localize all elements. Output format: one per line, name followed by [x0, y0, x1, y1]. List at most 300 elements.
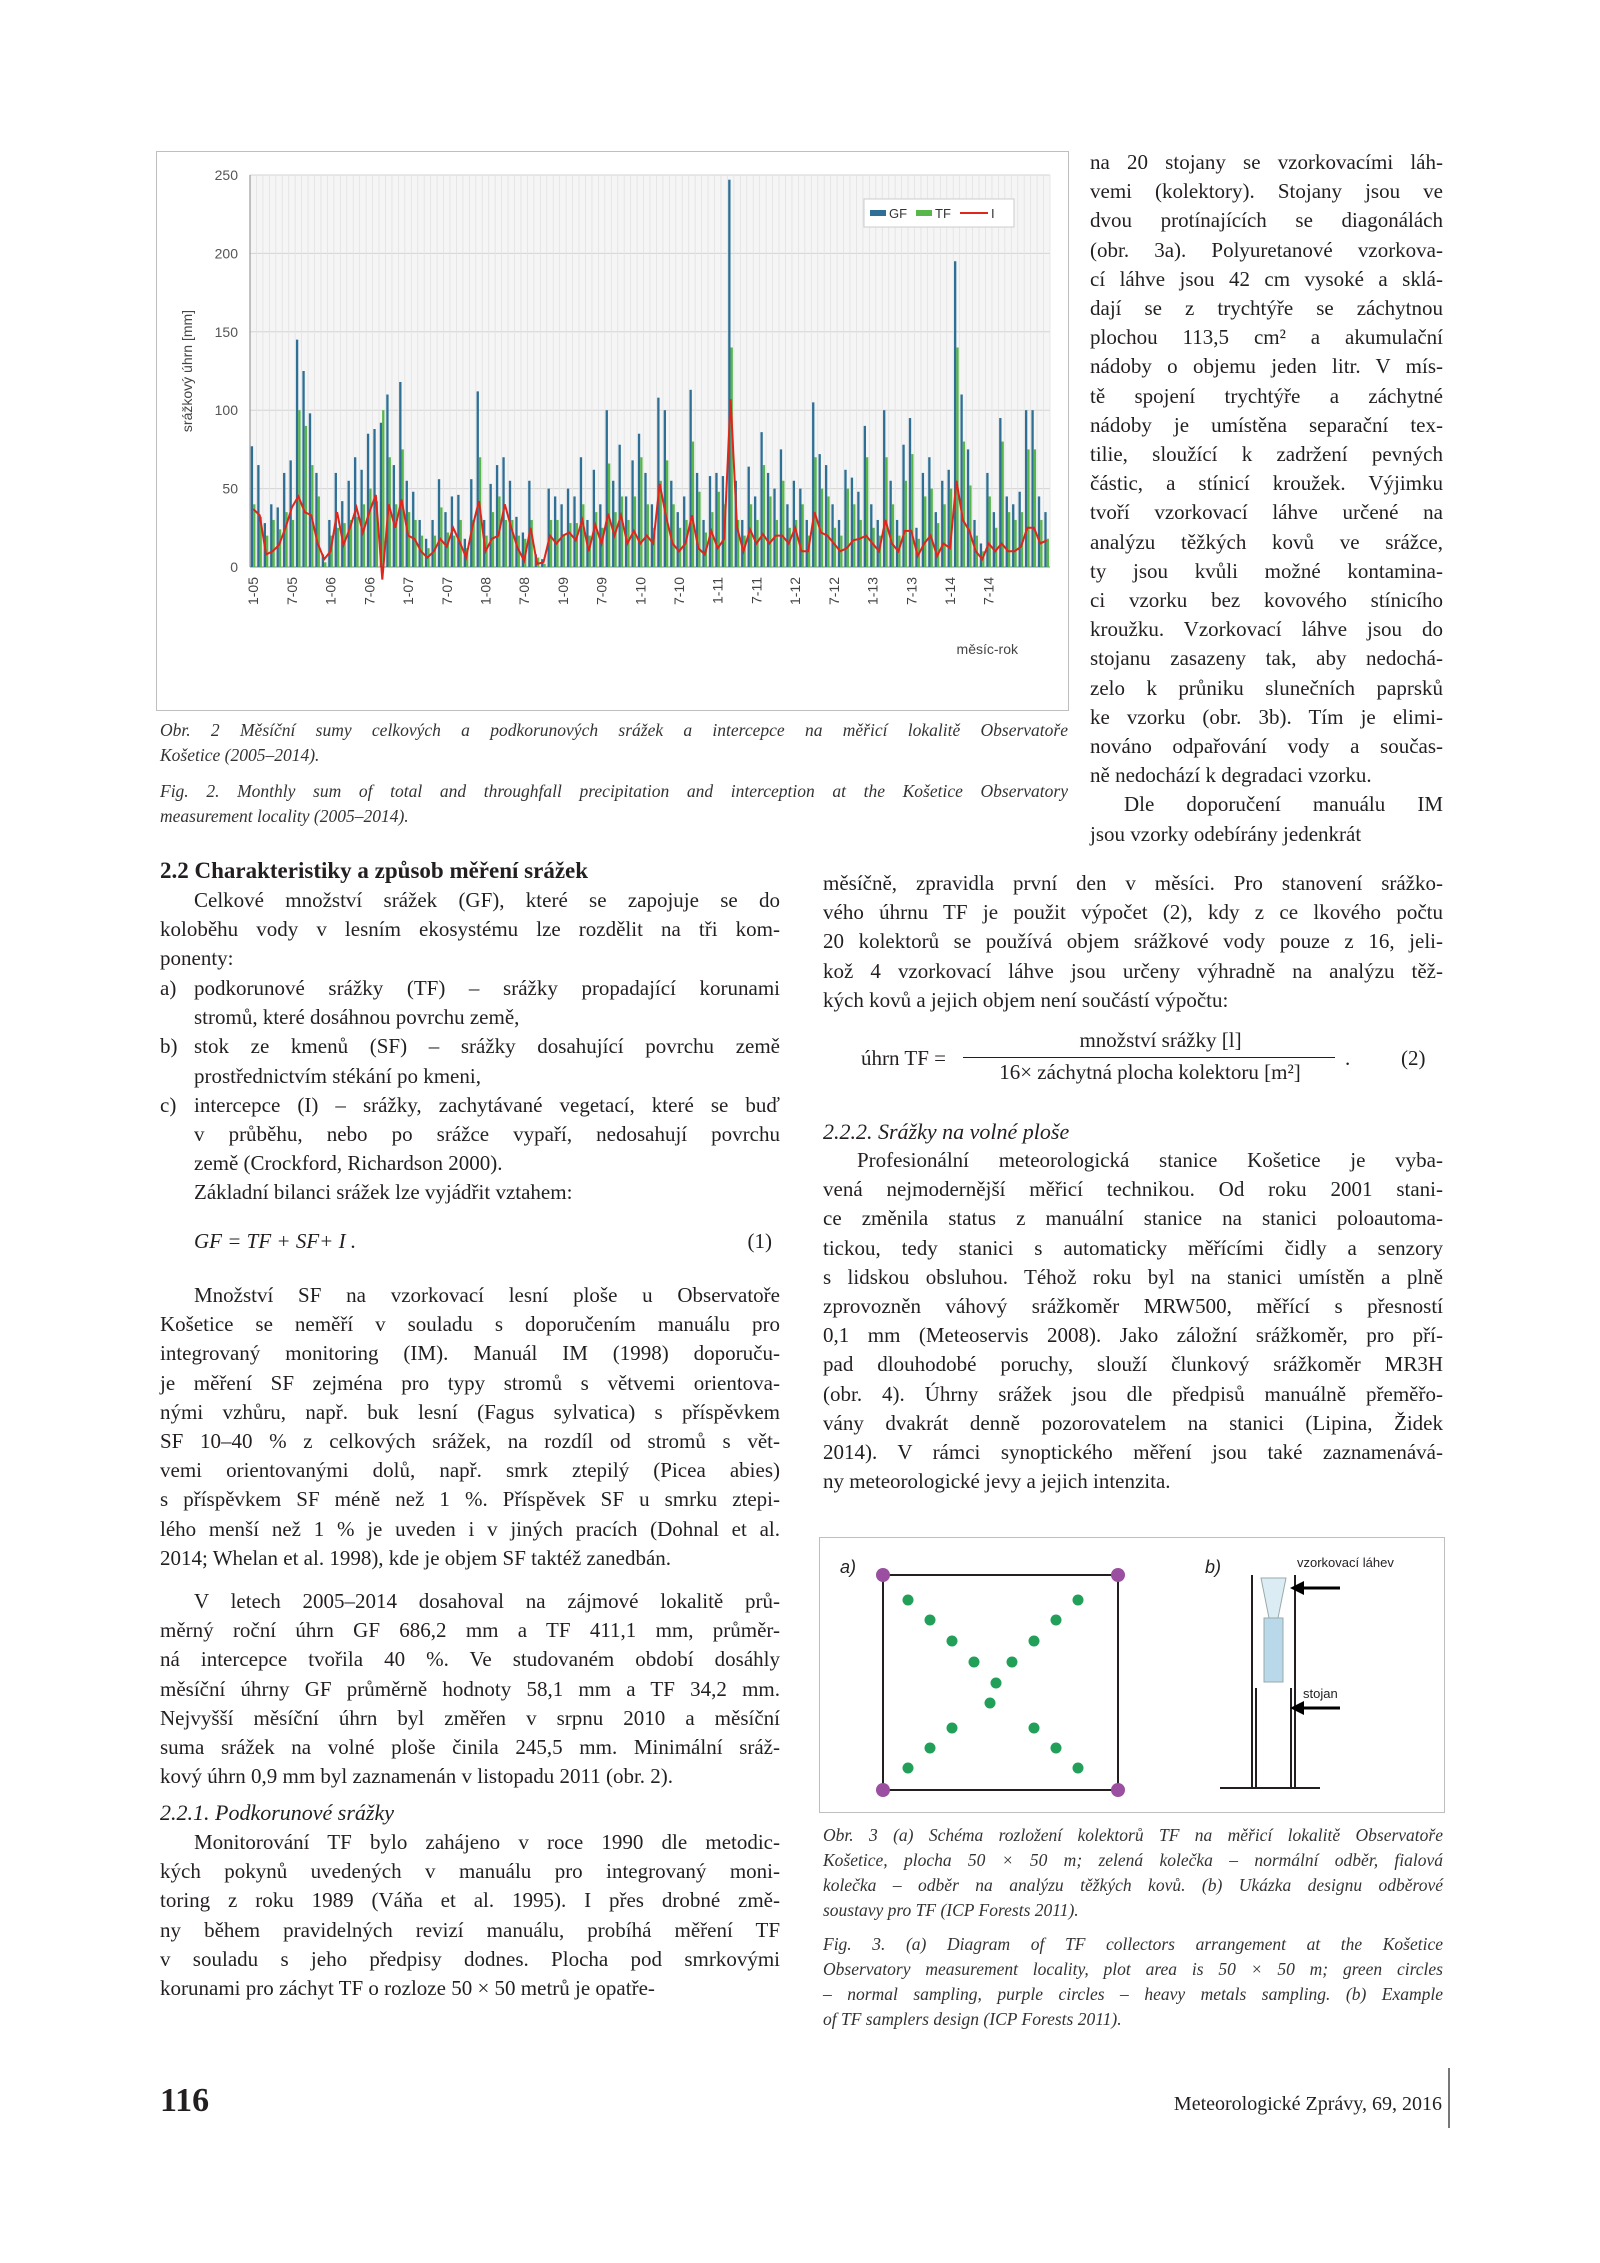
- text-line: dvou protínajících se diagonálách: [1090, 208, 1443, 233]
- normal-collector: [903, 1595, 914, 1606]
- tf-bar: [272, 520, 274, 567]
- gf-bar: [360, 470, 362, 567]
- gf-bar: [528, 481, 530, 567]
- normal-collector: [1007, 1657, 1018, 1668]
- label-stand: stojan: [1303, 1686, 1338, 1701]
- caption-line: Košetice, plocha 50 × 50 m; zelená kolečka – normální odběr, fialová: [823, 1850, 1443, 1870]
- text-line: zelo k průniku slunečních paprsků: [1090, 675, 1443, 700]
- list-item: [160, 1032, 780, 1090]
- tf-bar: [821, 489, 823, 567]
- tf-bar: [931, 489, 933, 567]
- gf-bar: [348, 481, 350, 567]
- text-line: ná intercepce tvořila 40 %. Ve studovaném období dosáhly: [160, 1647, 780, 1672]
- gf-bar: [393, 465, 395, 567]
- tf-bar: [395, 504, 397, 567]
- x-tick-label: 1-14: [942, 577, 958, 606]
- x-tick-label: 7-14: [980, 577, 997, 606]
- gf-bar: [270, 504, 272, 567]
- text-line: s lidskou obsluhou. Téhož roku byl na stanici umístěn a plně: [823, 1264, 1443, 1289]
- gf-bar: [399, 382, 401, 567]
- gf-bar: [896, 520, 898, 567]
- tf-bar: [763, 465, 765, 567]
- journal-info: Meteorologické Zprávy, 69, 2016: [1173, 2093, 1442, 2115]
- tf-bar: [924, 496, 926, 567]
- tf-bar: [1001, 442, 1003, 567]
- section-2-2-1-title: 2.2.1. Podkorunové srážky: [160, 1800, 395, 1825]
- text-line: ně nedochází k degradaci vzorku.: [1090, 763, 1372, 788]
- tf-bar: [1008, 512, 1010, 567]
- collector-dots: [876, 1568, 1125, 1797]
- text-line: nádoby o objemu jeden litr. V mís-: [1090, 354, 1443, 379]
- text-line: ke vzorku (obr. 3b). Tím je elimi-: [1090, 704, 1443, 729]
- normal-collector: [985, 1698, 996, 1709]
- text-line: kroužku. Vzorkovací láhve jsou do: [1090, 617, 1443, 642]
- gf-bar: [619, 445, 621, 567]
- text-line: Dle doporučení manuálu IM: [1124, 792, 1443, 817]
- gf-bar: [702, 520, 704, 567]
- x-tick-label: 1-11: [709, 577, 726, 604]
- caption-line: of TF samplers design (ICP Forests 2011).: [823, 2009, 1122, 2029]
- text-line: vého úhrnu TF je použit výpočet (2), kdy z ce lkového počtu: [823, 900, 1443, 925]
- text-line: je měření SF zejména pro typy stromů s větvemi orientova-: [160, 1370, 780, 1395]
- equation-2: [823, 1030, 1443, 1096]
- text-line: (obr. 4). Úhrny srážek jsou dle předpisů manuálně přeměřo-: [823, 1381, 1443, 1406]
- gf-bar: [386, 395, 388, 567]
- tf-bar: [576, 523, 578, 567]
- list-line: stromů, které dosáhnou povrchu země,: [194, 1005, 520, 1030]
- x-tick-label: 1-12: [787, 577, 804, 606]
- gf-bar: [657, 398, 659, 567]
- text-line: tě spojení trychtýře a záchytné: [1090, 383, 1443, 408]
- x-tick-label: 7-09: [593, 577, 610, 606]
- tf-bar: [563, 536, 565, 567]
- tf-bar: [672, 504, 674, 567]
- gf-bar: [444, 512, 446, 567]
- equation-1: [160, 1229, 780, 1259]
- text-line: Množství SF na vzorkovací lesní ploše u Observatoře: [194, 1283, 780, 1307]
- gf-bar: [302, 371, 304, 567]
- x-axis-title: měsíc-rok: [956, 641, 1018, 657]
- text-line: koloběhu vody v lesním ekosystému lze rozdělit na tři kom-: [160, 917, 780, 942]
- x-tick-label: 1-08: [477, 577, 494, 606]
- x-tick-label: 7-08: [516, 577, 533, 606]
- list-line: stok ze kmenů (SF) – srážky dosahující povrchu země: [194, 1034, 780, 1059]
- tf-bar: [989, 496, 991, 567]
- text-line: SF 10–40 % z celkových srážek, na rozdíl od stromů s vět-: [160, 1429, 780, 1454]
- list-item: [160, 1091, 780, 1179]
- gf-bar: [470, 479, 472, 567]
- gf-bar: [799, 489, 801, 567]
- eq2-trail: .: [1345, 1046, 1351, 1070]
- legend-gf-swatch: [870, 210, 886, 216]
- tf-bar: [827, 496, 829, 567]
- gf-bar: [1019, 492, 1021, 567]
- text-line: 20 kolektorů se používá objem srážkové vody pouze z 16, jeli-: [823, 929, 1443, 954]
- tf-bar: [1034, 449, 1036, 567]
- gf-bar: [425, 539, 427, 567]
- gf-bar: [309, 413, 311, 567]
- gf-bar: [548, 489, 550, 567]
- gf-bar: [812, 402, 814, 567]
- y-tick-label: 100: [214, 402, 238, 419]
- gf-bar: [993, 512, 995, 567]
- list-item: [160, 974, 780, 1032]
- gf-bar: [709, 476, 711, 567]
- gf-bar: [864, 426, 866, 567]
- gf-bar: [489, 484, 491, 567]
- x-tick-label: 7-10: [671, 577, 688, 606]
- gf-bar: [838, 520, 840, 567]
- gf-bar: [954, 261, 956, 567]
- tf-bar: [872, 528, 874, 567]
- right-paragraph-tf-calc: [823, 869, 1443, 1015]
- fig2-caption-cz: Obr. 2 Měsíční sumy celkových a podkorunových srážek a intercepce na měřicí lokalitě Observatoře Košetice (2005–2014).: [160, 720, 1068, 765]
- chart-svg: [157, 152, 1070, 712]
- list-marker: b): [160, 1034, 178, 1059]
- text-line: vány dvakrát denně pozorovatelem na stanici (Lipina, Židek: [823, 1410, 1443, 1435]
- arrow-sampler-head: [1290, 1581, 1304, 1595]
- gf-bar: [438, 479, 440, 567]
- eq2-number: (2): [1401, 1046, 1426, 1070]
- bottle-icon: [1264, 1618, 1283, 1682]
- tf-bar: [860, 520, 862, 567]
- text-line: Košetice se neměří v souladu s doporučením manuálu pro: [160, 1312, 780, 1337]
- text-line: cí láhve jsou 42 cm vysoké a sklá-: [1090, 266, 1443, 291]
- text-line: vemi orientovanými dolů, např. smrk ztepilý (Picea abies): [160, 1458, 780, 1483]
- gf-bar: [967, 449, 969, 567]
- list-line: prostřednictvím stékání po kmeni,: [194, 1063, 481, 1088]
- y-axis-title: srážkový úhrn [mm]: [179, 309, 195, 433]
- gf-bar: [844, 470, 846, 567]
- x-tick-label: 7-12: [825, 577, 842, 606]
- text-line: suma srážek na volné ploše činila 245,5 mm. Minimální sráž-: [160, 1735, 780, 1760]
- gf-bar: [1038, 496, 1040, 567]
- tf-bar: [892, 504, 894, 567]
- tf-bar: [789, 528, 791, 567]
- section-2-2-1-body: [160, 1828, 780, 2003]
- section-2-2-2-body: [823, 1146, 1443, 1496]
- text-line: nádoby je umístěna separační tex-: [1090, 412, 1443, 437]
- tf-bar: [324, 562, 326, 567]
- gf-bar: [580, 457, 582, 567]
- gf-bar: [728, 180, 730, 567]
- text-line: Celkové množství srážek (GF), které se zapojuje se do: [194, 888, 780, 912]
- gf-bar: [760, 432, 762, 567]
- paragraph-sf: [160, 1281, 780, 1573]
- tf-bar: [447, 533, 449, 567]
- normal-collector: [925, 1743, 936, 1754]
- precipitation-chart: [156, 151, 1069, 711]
- gf-bar: [651, 504, 653, 567]
- gf-bar: [689, 390, 691, 567]
- tf-bar: [679, 528, 681, 567]
- tf-bar: [582, 504, 584, 567]
- gf-bar: [554, 496, 556, 567]
- heavy-metal-collector: [1111, 1783, 1125, 1797]
- gf-bar: [664, 410, 666, 567]
- x-tick-label: 7-07: [438, 577, 455, 606]
- text-line: tilie, sloužící k zadržení pevných: [1090, 442, 1443, 467]
- normal-collector: [947, 1636, 958, 1647]
- gf-bar: [367, 434, 369, 567]
- text-line: na 20 stojany se vzorkovacími láh-: [1090, 150, 1443, 174]
- text-line: vemi (kolektory). Stojany jsou ve: [1090, 179, 1443, 204]
- normal-collector: [903, 1763, 914, 1774]
- tf-bar: [505, 520, 507, 567]
- list-line: intercepce (I) – srážky, zachytávané vegetací, které se buď: [194, 1092, 780, 1117]
- x-tick-label: 1-06: [322, 577, 339, 606]
- gf-bar: [857, 492, 859, 567]
- caption-line: kolečka – odběr na analýzu těžkých kovů. (b) Ukázka designu odběrové: [823, 1875, 1443, 1895]
- legend-gf-label: GF: [889, 206, 908, 221]
- gf-bar: [593, 470, 595, 567]
- eq2-denominator: 16× záchytná plocha kolektoru [m²]: [999, 1060, 1301, 1084]
- gf-bar: [412, 492, 414, 567]
- x-tick-label: 1-07: [400, 577, 417, 606]
- tf-bar: [1014, 520, 1016, 567]
- y-tick-label: 250: [214, 167, 238, 183]
- gf-bar: [1006, 496, 1008, 567]
- gf-bar: [567, 489, 569, 567]
- text-line: Nejvyšší měsíční úhrn byl změřen v srpnu 2010 a měsíční: [160, 1705, 780, 1730]
- fig3-caption-cz: [823, 1823, 1443, 1923]
- gf-bar: [722, 476, 724, 567]
- fig3-caption-en: [823, 1932, 1443, 2032]
- gf-bar: [819, 454, 821, 567]
- gf-bar: [935, 512, 937, 567]
- footer-rule: [1448, 2068, 1450, 2128]
- gf-bar: [328, 520, 330, 567]
- gf-bar: [283, 473, 285, 567]
- legend-tf-swatch: [916, 210, 932, 216]
- section-2-2-title: 2.2 Charakteristiky a způsob měření srážek: [160, 858, 589, 883]
- tf-bar: [408, 512, 410, 567]
- caption-line: Fig. 3. (a) Diagram of TF collectors arrangement at the Košetice: [823, 1934, 1443, 1954]
- gf-bar: [922, 473, 924, 567]
- gf-bar: [825, 465, 827, 567]
- tf-bar: [1027, 449, 1029, 567]
- gf-bar: [419, 520, 421, 567]
- tf-bar: [911, 454, 913, 567]
- x-tick-label: 7-06: [361, 577, 378, 606]
- tf-bar: [782, 481, 784, 567]
- tf-bar: [279, 529, 281, 567]
- arrow-stand-head: [1290, 1701, 1304, 1715]
- tf-bar: [453, 536, 455, 567]
- funnel-icon: [1261, 1578, 1286, 1618]
- tf-bar: [731, 347, 733, 567]
- text-line: v souladu s jeho předpisy dodnes. Plocha pod smrkovými: [160, 1946, 780, 1971]
- tf-bar: [943, 504, 945, 567]
- tf-bar: [298, 410, 300, 567]
- gf-bar: [793, 481, 795, 567]
- gf-bar: [928, 457, 930, 567]
- text-line: Profesionální meteorologická stanice Košetice je vyba-: [857, 1148, 1443, 1172]
- text-line: integrovaný monitoring (IM). Manuál IM (1998) doporuču-: [160, 1341, 780, 1366]
- heavy-metal-collector: [876, 1568, 890, 1582]
- gf-bar: [251, 446, 253, 567]
- y-tick-label: 0: [230, 559, 238, 575]
- x-tick-label: 1-10: [632, 577, 649, 606]
- text-line: kých pokynů uvedených v manuálu pro integrovaný moni-: [160, 1859, 780, 1884]
- page-number: 116: [160, 2082, 210, 2119]
- eq1-number: (1): [747, 1229, 772, 1253]
- text-line: vená nejmodernější měřicí technikou. Od roku 2001 stani-: [823, 1177, 1443, 1202]
- tf-bar: [356, 517, 358, 567]
- gf-bar: [851, 478, 853, 567]
- text-line: ny během pravidelných revizí manuálu, probíhá měření TF: [160, 1917, 780, 1942]
- tf-bar: [292, 520, 294, 567]
- normal-collector: [1073, 1763, 1084, 1774]
- gf-bar: [870, 504, 872, 567]
- gf-bar: [877, 520, 879, 567]
- normal-collector: [947, 1723, 958, 1734]
- caption-line: Observatory measurement locality, plot area is 50 × 50 m; green circles: [823, 1959, 1443, 1979]
- gf-bar: [606, 410, 608, 567]
- gf-bar: [296, 340, 298, 567]
- gf-bar: [612, 481, 614, 567]
- legend-tf-label: TF: [935, 206, 951, 221]
- text-line: ce změnila status z manuální stanice na stanici poloautoma-: [823, 1206, 1443, 1231]
- eq2-numerator: množství srážky [l]: [1079, 1028, 1242, 1052]
- text-line: nými vzhůru, např. buk lesní (Fagus sylvatica) s příspěvkem: [160, 1399, 780, 1424]
- tf-bar: [956, 347, 958, 567]
- eq1-text: GF = TF + SF+ I .: [194, 1229, 357, 1253]
- gf-bar: [496, 465, 498, 567]
- text-line: pad dlouhodobé poruchy, slouží člunkový srážkoměr MR3H: [823, 1352, 1443, 1377]
- x-tick-label: 7-11: [748, 577, 765, 604]
- gf-bar: [644, 473, 646, 567]
- text-line: částic, a stínicí kroužek. Výjimku: [1090, 471, 1443, 496]
- text-line: ty jsou kvůli možné kontamina-: [1090, 558, 1443, 583]
- tf-bar: [318, 496, 320, 567]
- gf-bar: [1025, 410, 1027, 567]
- tf-bar: [543, 564, 545, 567]
- gf-bar: [315, 473, 317, 567]
- gf-bar: [748, 467, 750, 567]
- x-tick-label: 7-05: [283, 577, 300, 606]
- text-line: 0,1 mm (Meteoservis 2008). Jako záložní srážkoměr, pro pří-: [823, 1323, 1443, 1348]
- tf-bar: [905, 481, 907, 567]
- fig3-label-a: a): [840, 1557, 857, 1577]
- gf-bar: [457, 495, 459, 567]
- right-top-column: [1090, 148, 1443, 849]
- gf-bar: [780, 449, 782, 567]
- y-tick-label: 150: [214, 323, 238, 340]
- caption-line: Obr. 3 (a) Schéma rozložení kolektorů TF na měřicí lokalitě Observatoře: [823, 1825, 1443, 1845]
- text-line: lého menší než 1 % je uveden i v jiných pracích (Dohnal et al.: [160, 1516, 780, 1541]
- x-tick-label: 1-13: [864, 577, 881, 606]
- gf-bar: [831, 504, 833, 567]
- gf-bar: [786, 504, 788, 567]
- tf-bar: [253, 504, 255, 567]
- tf-bar: [1047, 539, 1049, 567]
- heavy-metal-collector: [876, 1783, 890, 1797]
- text-line: měsíční úhrny GF průměrně hodnoty 58,1 mm a TF 34,2 mm.: [160, 1676, 780, 1701]
- caption-line: soustavy pro TF (ICP Forests 2011).: [823, 1900, 1079, 1920]
- gf-bar: [773, 489, 775, 567]
- gf-bar: [431, 520, 433, 567]
- text-line: Monitorování TF bylo zahájeno v roce 1990 dle metodic-: [194, 1830, 780, 1854]
- text-line: stojanu zasazeny tak, aby nedochá-: [1090, 646, 1443, 671]
- gf-bar: [806, 520, 808, 567]
- gf-bar: [677, 512, 679, 567]
- tf-bar: [776, 520, 778, 567]
- normal-collector: [991, 1678, 1002, 1689]
- fig3-frame: [819, 1537, 1445, 1813]
- normal-collector: [1029, 1636, 1040, 1647]
- tf-bar: [692, 442, 694, 567]
- tf-bar: [640, 457, 642, 567]
- gf-bar: [683, 496, 685, 567]
- tf-bar: [363, 504, 365, 567]
- legend-i-label: I: [991, 206, 995, 221]
- gf-bar: [948, 470, 950, 567]
- text-line: zprovozněn váhový srážkoměr MRW500, měřící s přesností: [823, 1294, 1443, 1319]
- label-sampler-bottle: vzorkovací láhev: [1297, 1555, 1394, 1570]
- gf-bar: [670, 481, 672, 567]
- y-tick-label: 50: [222, 480, 238, 497]
- text-line: kový úhrn 0,9 mm byl zaznamenán v listopadu 2011 (obr. 2).: [160, 1764, 674, 1789]
- tf-bar: [550, 520, 552, 567]
- gf-bar: [638, 434, 640, 567]
- tf-bar: [698, 492, 700, 567]
- paragraph-years: [160, 1587, 780, 1791]
- text-line: ci vzorku bez kovového stínicího: [1090, 588, 1443, 613]
- tf-bar: [853, 504, 855, 567]
- tf-bar: [711, 512, 713, 567]
- gf-bar: [715, 473, 717, 567]
- text-line: měsíčně, zpravidla první den v měsíci. Pro stanovení srážko-: [823, 871, 1443, 895]
- gf-bar: [277, 507, 279, 567]
- tf-bar: [305, 426, 307, 567]
- normal-collector: [1073, 1595, 1084, 1606]
- text-line: dají se z trychtýře se záchytnou: [1090, 296, 1443, 321]
- gf-bar: [941, 481, 943, 567]
- gf-bar: [767, 473, 769, 567]
- gf-bar: [909, 418, 911, 567]
- tf-bar: [801, 504, 803, 567]
- gf-bar: [477, 391, 479, 567]
- heavy-metal-collector: [1111, 1568, 1125, 1582]
- text-line: tickou, tedy stanici s automaticky měřícími čidly a senzory: [823, 1235, 1443, 1260]
- tf-bar: [963, 442, 965, 567]
- fig3-diagram: [820, 1538, 1443, 1811]
- tf-bar: [969, 485, 971, 567]
- text-line: kých kovů a jejich objem není součástí výpočtu:: [823, 987, 1229, 1012]
- tf-bar: [995, 528, 997, 567]
- gf-bar: [696, 473, 698, 567]
- fig3-label-b: b): [1205, 1557, 1222, 1577]
- tf-bar: [937, 523, 939, 567]
- gf-bar: [1031, 410, 1033, 567]
- text-line: korunami pro záchyt TF o rozloze 50 × 50 metrů je opatře-: [160, 1976, 655, 2001]
- gf-bar: [1012, 504, 1014, 567]
- text-line: plochou 113,5 cm² a akumulační: [1090, 325, 1443, 350]
- eq2-lhs: úhrn TF =: [861, 1046, 946, 1070]
- tf-bar: [834, 528, 836, 567]
- tf-bar: [440, 507, 442, 567]
- normal-collector: [1051, 1615, 1062, 1626]
- tf-bar: [718, 492, 720, 567]
- text-line: (obr. 3a). Polyuretanové vzorkova-: [1090, 237, 1443, 262]
- text-line: ny meteorologické jevy a jejich intenzita.: [823, 1469, 1171, 1494]
- text-line: měrný roční úhrn GF 686,2 mm a TF 411,1 mm, průměr-: [160, 1618, 780, 1643]
- gf-bar: [986, 473, 988, 567]
- list-line: podkorunové srážky (TF) – srážky propadající korunami: [194, 976, 780, 1000]
- gf-bar: [889, 481, 891, 567]
- caption-line: – normal sampling, purple circles – heavy metals sampling. (b) Example: [823, 1984, 1443, 2004]
